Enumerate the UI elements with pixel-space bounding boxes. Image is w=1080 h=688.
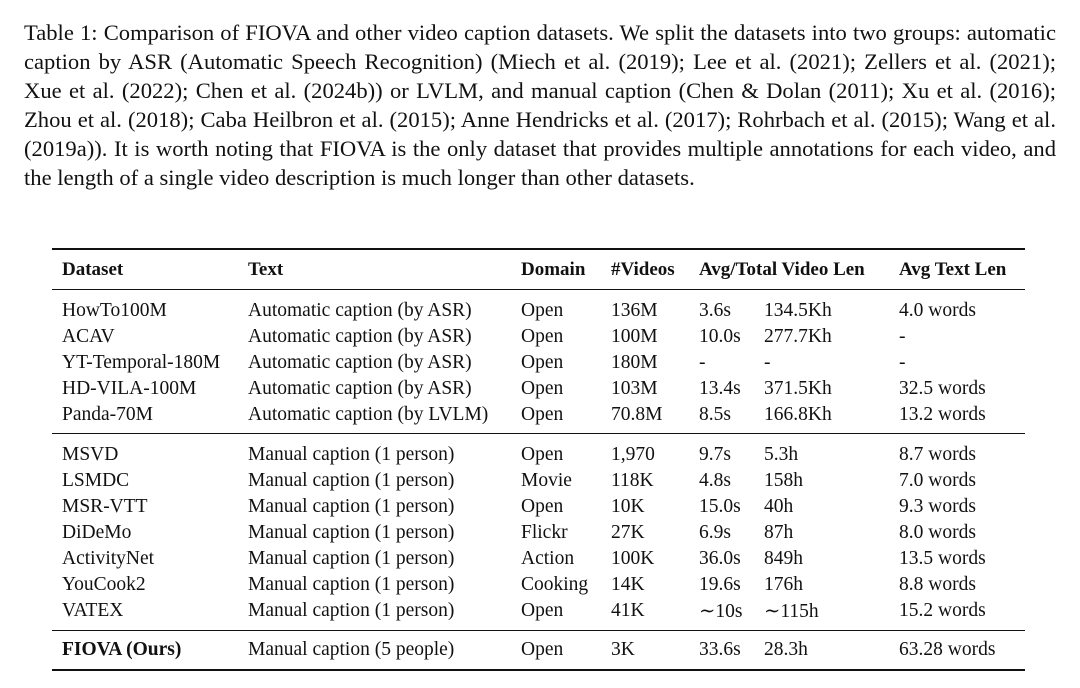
cell-domain: Flickr	[521, 522, 568, 544]
cell-total-len: 28.3h	[754, 630, 889, 670]
cell-domain: Open	[521, 325, 564, 347]
cell-domain: Open	[511, 402, 601, 434]
cell-videos: 118K	[611, 470, 654, 492]
cell-videos: 100K	[611, 547, 655, 569]
cell-text-len: 8.8 words	[899, 573, 976, 595]
cell-videos: 100M	[611, 325, 658, 347]
cell-text-len: -	[899, 351, 906, 373]
table-body	[52, 290, 1025, 670]
table-row	[52, 324, 1025, 350]
comparison-table-container	[52, 248, 1025, 671]
cell-total-len: 277.7Kh	[764, 325, 832, 347]
cell-videos: 103M	[611, 377, 658, 399]
table-row	[52, 598, 1025, 630]
cell-dataset: ACAV	[62, 325, 115, 347]
cell-videos: 70.8M	[601, 402, 689, 434]
table-caption: Table 1: Comparison of FIOVA and other video caption datasets. We split the datasets into two groups: automatic caption by ASR (Automatic Speech Recognition) (Miech et al. (2019); Lee et al. (2021); Zellers et al. (2021); Xue et al. (2022); Chen et al. (2024b)) or LVLM, and manual caption (Chen & Dolan (2011); Xu et al. (2016); Zhou et al. (2018); Caba Heilbron et al. (2015); Anne Hendricks et al. (2017); Rohrbach et al. (2015); Wang et al. (2019a)). It is worth noting that FIOVA is the only dataset that provides multiple annotations for each video, and the length of a single video description is much longer than other datasets.	[24, 20, 1056, 190]
header-domain: Domain	[511, 249, 601, 290]
cell-dataset: MSR-VTT	[62, 496, 148, 518]
cell-dataset: ActivityNet	[62, 547, 155, 569]
cell-avg-len: 10.0s	[699, 325, 741, 347]
cell-dataset: YT-Temporal-180M	[62, 351, 221, 373]
cell-avg-len: ∼10s	[689, 598, 754, 630]
cell-text: Automatic caption (by ASR)	[248, 325, 472, 347]
cell-dataset: DiDeMo	[62, 522, 132, 544]
cell-avg-len: 3.6s	[699, 299, 731, 321]
table-row	[52, 402, 1025, 434]
cell-text-len: 32.5 words	[899, 377, 986, 399]
table-row	[52, 546, 1025, 572]
table-row	[52, 468, 1025, 494]
cell-videos: 1,970	[611, 444, 655, 466]
header-dataset: Dataset	[52, 249, 238, 290]
cell-avg-len: 19.6s	[699, 573, 741, 595]
table-row	[52, 494, 1025, 520]
cell-dataset: HowTo100M	[62, 299, 167, 321]
cell-text-len: 8.7 words	[899, 444, 976, 466]
cell-videos: 41K	[601, 598, 689, 630]
cell-avg-len: 36.0s	[699, 547, 741, 569]
cell-text: Manual caption (1 person)	[248, 522, 455, 544]
cell-avg-len: 15.0s	[699, 496, 741, 518]
header-videos: #Videos	[601, 249, 689, 290]
cell-text-len: 63.28 words	[889, 630, 1025, 670]
cell-total-len: 176h	[764, 573, 803, 595]
cell-total-len: 166.8Kh	[754, 402, 889, 434]
cell-avg-len: 9.7s	[699, 444, 731, 466]
cell-videos: 3K	[601, 630, 689, 670]
cell-videos: 180M	[611, 351, 658, 373]
table-row	[52, 572, 1025, 598]
cell-text-len: 13.2 words	[889, 402, 1025, 434]
cell-domain: Open	[521, 444, 564, 466]
cell-text-len: 4.0 words	[899, 299, 976, 321]
cell-domain: Open	[521, 377, 564, 399]
cell-domain: Open	[511, 598, 601, 630]
header-video-len: Avg/Total Video Len	[689, 249, 889, 290]
cell-text-len: -	[899, 325, 906, 347]
cell-text: Manual caption (5 people)	[238, 630, 511, 670]
table-row	[52, 290, 1025, 324]
comparison-table	[52, 248, 1025, 671]
cell-dataset: YouCook2	[62, 573, 146, 595]
cell-total-len: 40h	[764, 496, 794, 518]
cell-domain: Open	[521, 299, 564, 321]
cell-domain: Movie	[521, 470, 572, 492]
cell-dataset: Panda-70M	[52, 402, 238, 434]
cell-text: Manual caption (1 person)	[238, 598, 511, 630]
cell-videos: 10K	[611, 496, 645, 518]
cell-text: Manual caption (1 person)	[248, 547, 455, 569]
table-row	[52, 520, 1025, 546]
cell-text: Automatic caption (by LVLM)	[238, 402, 511, 434]
table-row-ours	[52, 630, 1025, 670]
cell-text: Automatic caption (by ASR)	[248, 351, 472, 373]
cell-avg-len: 8.5s	[689, 402, 754, 434]
cell-total-len: 849h	[764, 547, 803, 569]
cell-total-len: -	[764, 351, 771, 373]
header-text-len: Avg Text Len	[889, 249, 1025, 290]
table-header-row	[52, 249, 1025, 290]
cell-text-len: 7.0 words	[899, 470, 976, 492]
cell-total-len: 134.5Kh	[764, 299, 832, 321]
cell-text-len: 9.3 words	[899, 496, 976, 518]
cell-text: Automatic caption (by ASR)	[248, 377, 472, 399]
table-row	[52, 434, 1025, 468]
cell-text: Manual caption (1 person)	[248, 573, 455, 595]
cell-total-len: 158h	[764, 470, 803, 492]
header-text: Text	[238, 249, 511, 290]
cell-domain: Open	[521, 496, 564, 518]
cell-dataset: VATEX	[52, 598, 238, 630]
cell-avg-len: 4.8s	[699, 470, 731, 492]
cell-domain: Action	[521, 547, 575, 569]
cell-text-len: 8.0 words	[899, 522, 976, 544]
table-row	[52, 350, 1025, 376]
cell-text-len: 15.2 words	[889, 598, 1025, 630]
cell-text-len: 13.5 words	[899, 547, 986, 569]
cell-text: Manual caption (1 person)	[248, 496, 455, 518]
cell-text: Manual caption (1 person)	[248, 470, 455, 492]
cell-videos: 14K	[611, 573, 645, 595]
cell-avg-len: 33.6s	[689, 630, 754, 670]
cell-total-len: ∼115h	[754, 598, 889, 630]
table-row	[52, 376, 1025, 402]
cell-text: Manual caption (1 person)	[248, 444, 455, 466]
cell-domain: Cooking	[521, 573, 589, 595]
cell-avg-len: 13.4s	[699, 377, 741, 399]
cell-dataset: HD-VILA-100M	[62, 377, 197, 399]
cell-dataset: FIOVA (Ours)	[52, 630, 238, 670]
cell-dataset: MSVD	[62, 444, 119, 466]
cell-total-len: 371.5Kh	[764, 377, 832, 399]
cell-domain: Open	[511, 630, 601, 670]
cell-total-len: 5.3h	[764, 444, 799, 466]
cell-domain: Open	[521, 351, 564, 373]
cell-text: Automatic caption (by ASR)	[248, 299, 472, 321]
cell-avg-len: -	[699, 351, 706, 373]
cell-videos: 136M	[611, 299, 658, 321]
cell-avg-len: 6.9s	[699, 522, 731, 544]
cell-total-len: 87h	[764, 522, 794, 544]
cell-dataset: LSMDC	[62, 470, 130, 492]
cell-videos: 27K	[611, 522, 645, 544]
